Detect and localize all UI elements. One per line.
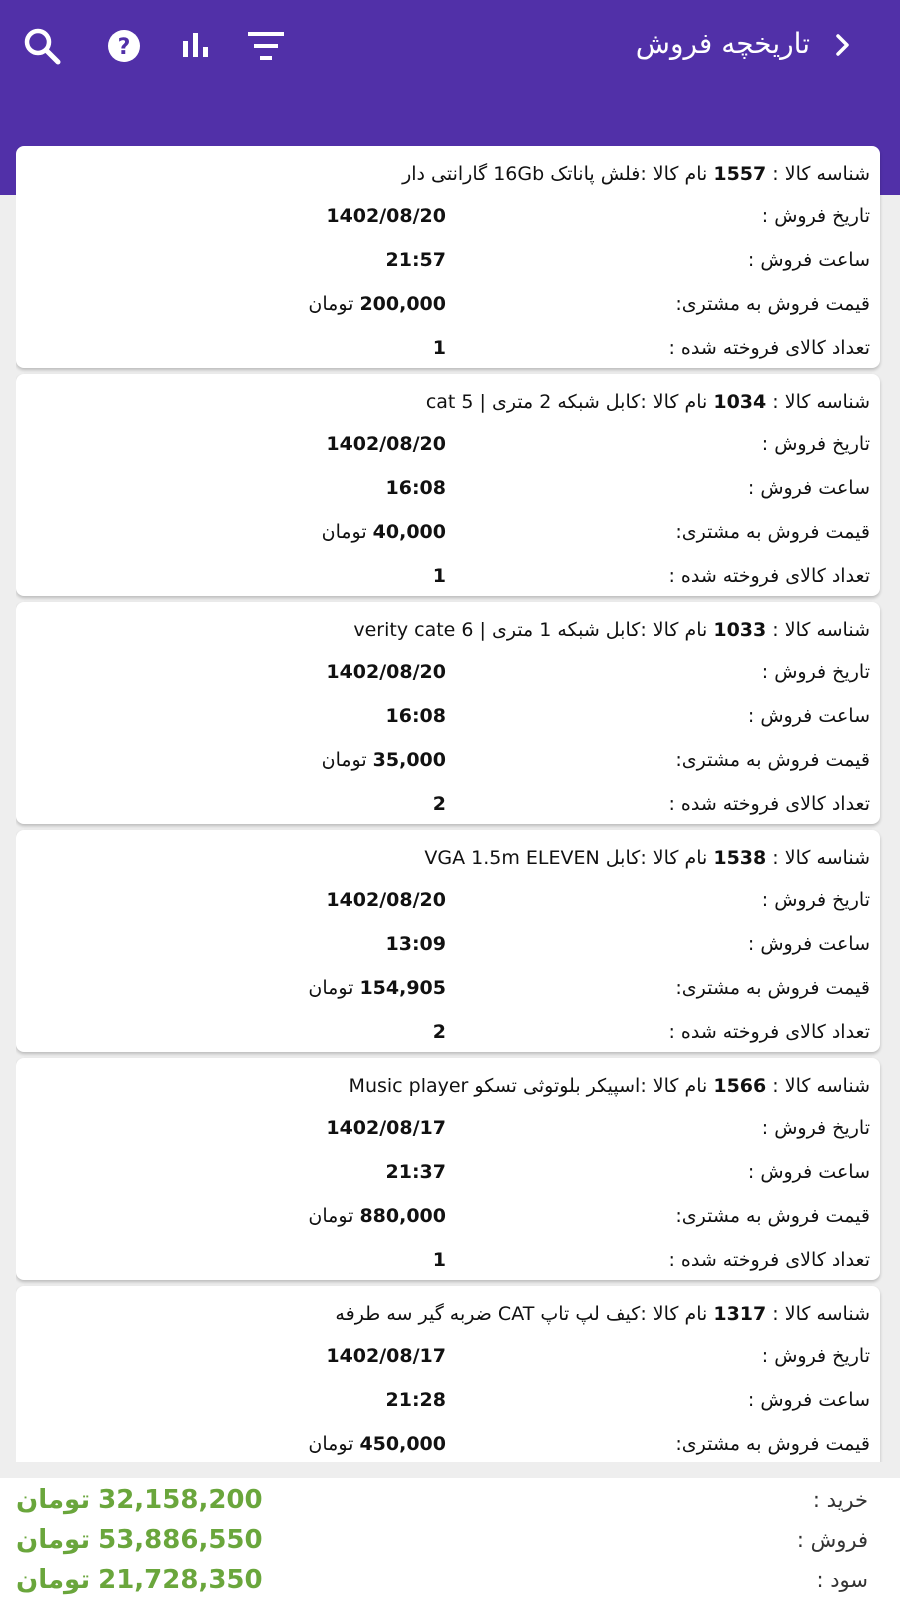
profit-total	[16, 1560, 263, 1600]
sale-time-label: ساعت فروش :	[747, 1389, 870, 1411]
sale-price	[322, 514, 446, 550]
product-id-label: شناسه کالا :	[772, 619, 870, 641]
sale-time-label: ساعت فروش :	[747, 933, 870, 955]
sale-date-label: تاریخ فروش :	[761, 661, 870, 683]
card-header	[30, 156, 870, 192]
sale-price-value: 35,000	[372, 749, 446, 771]
sale-card[interactable]	[16, 1286, 880, 1462]
price-label: قیمت فروش به مشتری:	[675, 977, 870, 999]
profit-total-label: سود :	[816, 1568, 868, 1592]
product-name-label: نام کالا :	[640, 847, 708, 869]
currency-label: تومان	[308, 977, 354, 999]
currency-label: تومان	[16, 1565, 91, 1595]
sale-card[interactable]	[16, 146, 880, 368]
sale-date-label: تاریخ فروش :	[761, 1117, 870, 1139]
product-id-label: شناسه کالا :	[772, 163, 870, 185]
sale-card[interactable]	[16, 602, 880, 824]
sale-date: 1402/08/20	[326, 205, 446, 227]
quantity-label: تعداد کالای فروخته شده :	[668, 1249, 870, 1271]
card-header	[30, 1296, 870, 1332]
product-id: 1557	[713, 163, 767, 185]
price-label: قیمت فروش به مشتری:	[675, 749, 870, 771]
sale-price	[322, 742, 446, 778]
search-icon[interactable]	[20, 24, 64, 68]
sale-price-value: 450,000	[359, 1433, 446, 1455]
quantity-value: 1	[432, 1249, 446, 1271]
card-header	[30, 384, 870, 420]
sale-date-label: تاریخ فروش :	[761, 205, 870, 227]
quantity-value: 1	[432, 337, 446, 359]
sales-history-list[interactable]	[16, 146, 884, 1462]
sale-card[interactable]	[16, 830, 880, 1052]
product-id: 1538	[713, 847, 767, 869]
sales-total-value: 53,886,550	[98, 1525, 263, 1555]
sale-price	[308, 1198, 446, 1234]
sale-date-label: تاریخ فروش :	[761, 889, 870, 911]
currency-label: تومان	[16, 1525, 91, 1555]
sale-time: 16:08	[385, 477, 446, 499]
sale-price-value: 40,000	[372, 521, 446, 543]
currency-label: تومان	[308, 1433, 354, 1455]
sale-date: 1402/08/20	[326, 889, 446, 911]
sale-price	[308, 286, 446, 322]
card-header	[30, 840, 870, 876]
price-label: قیمت فروش به مشتری:	[675, 1205, 870, 1227]
quantity-value: 2	[432, 1021, 446, 1043]
sale-date: 1402/08/17	[326, 1345, 446, 1367]
currency-label: تومان	[321, 749, 367, 771]
quantity-value: 2	[432, 793, 446, 815]
product-name: فلش پاناتک 16Gb گارانتی دار	[402, 163, 641, 185]
sale-time: 21:37	[385, 1161, 446, 1183]
product-id: 1034	[713, 391, 767, 413]
quantity-value: 1	[432, 565, 446, 587]
price-label: قیمت فروش به مشتری:	[675, 1433, 870, 1455]
product-id-label: شناسه کالا :	[772, 1303, 870, 1325]
product-id-label: شناسه کالا :	[772, 847, 870, 869]
sale-time: 16:08	[385, 705, 446, 727]
currency-label: تومان	[16, 1485, 91, 1515]
sale-time: 13:09	[385, 933, 446, 955]
sale-time-label: ساعت فروش :	[747, 477, 870, 499]
product-name: کابل شبکه 2 متری | cat 5	[425, 391, 641, 413]
sales-total-label: فروش :	[796, 1528, 868, 1552]
sale-time-label: ساعت فروش :	[747, 1161, 870, 1183]
quantity-label: تعداد کالای فروخته شده :	[668, 565, 870, 587]
profit-total-value: 21,728,350	[98, 1565, 263, 1595]
purchase-total-label: خرید :	[812, 1488, 868, 1512]
quantity-label: تعداد کالای فروخته شده :	[668, 793, 870, 815]
sale-price-value: 200,000	[359, 293, 446, 315]
back-chevron-icon[interactable]	[826, 28, 860, 62]
sale-time: 21:28	[385, 1389, 446, 1411]
card-header	[30, 612, 870, 648]
price-label: قیمت فروش به مشتری:	[675, 521, 870, 543]
product-name-label: نام کالا :	[640, 1075, 708, 1097]
sale-price-value: 154,905	[359, 977, 446, 999]
product-name: کابل VGA 1.5m ELEVEN	[424, 847, 641, 869]
product-id-label: شناسه کالا :	[772, 391, 870, 413]
help-icon[interactable]	[102, 24, 146, 68]
product-name-label: نام کالا :	[640, 391, 708, 413]
sale-time-label: ساعت فروش :	[747, 705, 870, 727]
sale-date: 1402/08/17	[326, 1117, 446, 1139]
sales-total	[16, 1520, 263, 1560]
product-name: کابل شبکه 1 متری | verity cate 6	[353, 619, 641, 641]
filter-icon[interactable]	[244, 24, 288, 68]
product-id: 1317	[713, 1303, 767, 1325]
quantity-label: تعداد کالای فروخته شده :	[668, 337, 870, 359]
product-name-label: نام کالا :	[640, 619, 708, 641]
quantity-label: تعداد کالای فروخته شده :	[668, 1021, 870, 1043]
product-name: اسپیکر بلوتوثی تسکو Music player	[348, 1075, 641, 1097]
sale-time-label: ساعت فروش :	[747, 249, 870, 271]
product-name-label: نام کالا :	[640, 163, 708, 185]
sale-card[interactable]	[16, 374, 880, 596]
sale-price	[308, 1426, 446, 1462]
product-id: 1566	[713, 1075, 767, 1097]
product-id: 1033	[713, 619, 767, 641]
sale-date: 1402/08/20	[326, 433, 446, 455]
sale-price	[308, 970, 446, 1006]
currency-label: تومان	[321, 521, 367, 543]
svg-text:?: ?	[117, 35, 131, 60]
sale-card[interactable]	[16, 1058, 880, 1280]
price-label: قیمت فروش به مشتری:	[675, 293, 870, 315]
product-id-label: شناسه کالا :	[772, 1075, 870, 1097]
product-name: کیف لپ تاپ CAT ضربه گیر سه طرفه	[335, 1303, 641, 1325]
page-title: تاریخچه فروش	[635, 27, 810, 60]
sale-time: 21:57	[385, 249, 446, 271]
purchase-total	[16, 1480, 263, 1520]
sale-price-value: 880,000	[359, 1205, 446, 1227]
sale-date-label: تاریخ فروش :	[761, 1345, 870, 1367]
product-name-label: نام کالا :	[640, 1303, 708, 1325]
card-header	[30, 1068, 870, 1104]
bar-chart-icon[interactable]	[176, 24, 220, 68]
currency-label: تومان	[308, 293, 354, 315]
totals-summary	[0, 1478, 900, 1600]
currency-label: تومان	[308, 1205, 354, 1227]
sale-date: 1402/08/20	[326, 661, 446, 683]
purchase-total-value: 32,158,200	[98, 1485, 263, 1515]
sale-date-label: تاریخ فروش :	[761, 433, 870, 455]
